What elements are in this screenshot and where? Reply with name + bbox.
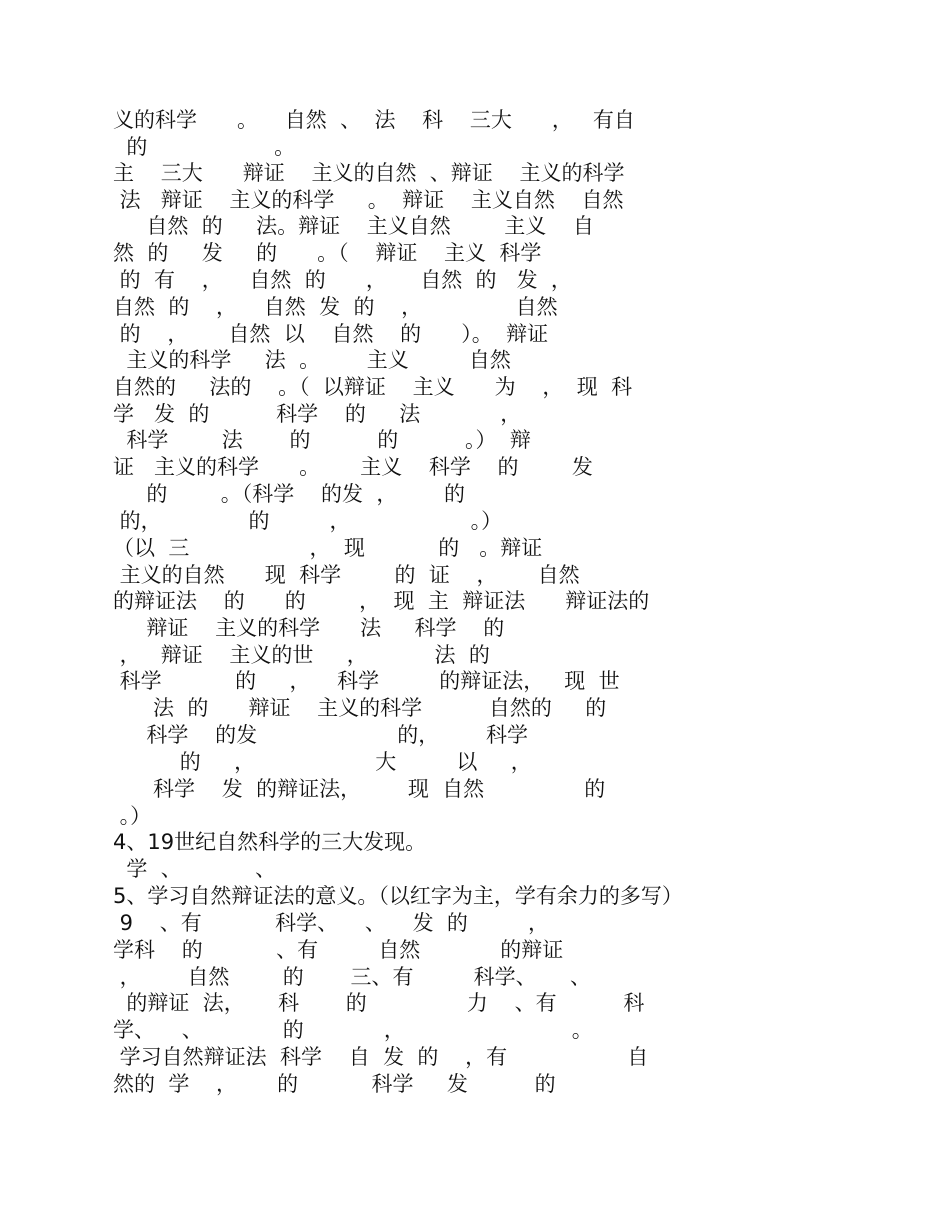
text-line: 5、学习自然辩证法的意义。（以红字为主，学有余力的多写） xyxy=(113,884,683,908)
text-line: 自然 的 法。辩证 主义自然 主义 自 xyxy=(113,214,594,238)
text-line: 学 、 、 xyxy=(113,857,277,881)
text-line: 的 ， 大 以 ， xyxy=(113,750,532,774)
text-line: 主义的科学 法 。 主义 自然 xyxy=(113,348,511,372)
text-line: 学、 、 的 ， 。 xyxy=(113,1018,593,1042)
text-line: 义的科学 。 自然 、 法 科 三大 ， 有自 xyxy=(113,108,635,132)
text-line: 学科 的 、有 自然 的辩证 xyxy=(113,938,564,962)
text-line: 科学 发 的辩证法， 现 自然 的 xyxy=(113,777,606,801)
text-line: 的 有 ， 自然 的 ， 自然 的 发 ， xyxy=(113,268,572,292)
text-line: ， 自然 的 三、有 科学、 、 xyxy=(113,965,591,989)
text-line: 学习自然辩证法 科学 自 发 的 ，有 自 xyxy=(113,1045,649,1069)
text-line: 证 主义的科学 。 主义 科学 的 发 xyxy=(113,455,593,479)
text-line: 的 ， 自然 以 自然 的 ）。 辩证 xyxy=(113,322,549,346)
text-line: 科学 的发 的， 科学 xyxy=(113,723,528,747)
text-line: 的辩证 法， 科 的 力 、有 科 xyxy=(113,991,645,1015)
text-line: 学 发 的 科学 的 法 ， xyxy=(113,402,522,426)
text-line: 辩证 主义的科学 法 科学 的 xyxy=(113,616,505,640)
text-line: 法 辩证 主义的科学 。 辩证 主义自然 自然 xyxy=(113,188,624,212)
text-line: 法 的 辩证 主义的科学 自然的 的 xyxy=(113,696,607,720)
text-line: 科学 法 的 的 。） 辩 xyxy=(113,428,531,452)
text-line: 9 、有 科学、 、 发 的 ， xyxy=(113,911,549,935)
text-line: 科学 的 ， 科学 的辩证法， 现 世 xyxy=(113,669,620,693)
text-line: （以 三 ， 现 的 。辩证 xyxy=(113,536,543,560)
text-line: 自然的 法的 。（ 以辩证 主义 为 ， 现 科 xyxy=(113,375,633,399)
text-line: 的， 的 ， 。） xyxy=(113,509,503,533)
text-line: 的 。 xyxy=(113,135,296,159)
text-line: ， 辩证 主义的世 ， 法 的 xyxy=(113,643,490,667)
text-line: 的辩证法 的 的 ， 现 主 辩证法 辩证法的 xyxy=(113,589,650,613)
text-line: 4、19世纪自然科学的三大发现。 xyxy=(113,830,427,854)
text-line: 主义的自然 现 科学 的 证 ， 自然 xyxy=(113,563,580,587)
text-line: 。） xyxy=(113,804,152,828)
text-line: 自然 的 ， 自然 发 的 ， 自然 xyxy=(113,295,558,319)
text-line: 然 的 发 的 。（ 辩证 主义 科学 xyxy=(113,241,542,265)
text-line: 然的 学 ， 的 科学 发 的 xyxy=(113,1072,556,1096)
text-line: 主 三大 辩证 主义的自然 、辩证 主义的科学 xyxy=(113,161,625,185)
text-line: 的 。（科学 的发 ， 的 xyxy=(113,482,466,506)
